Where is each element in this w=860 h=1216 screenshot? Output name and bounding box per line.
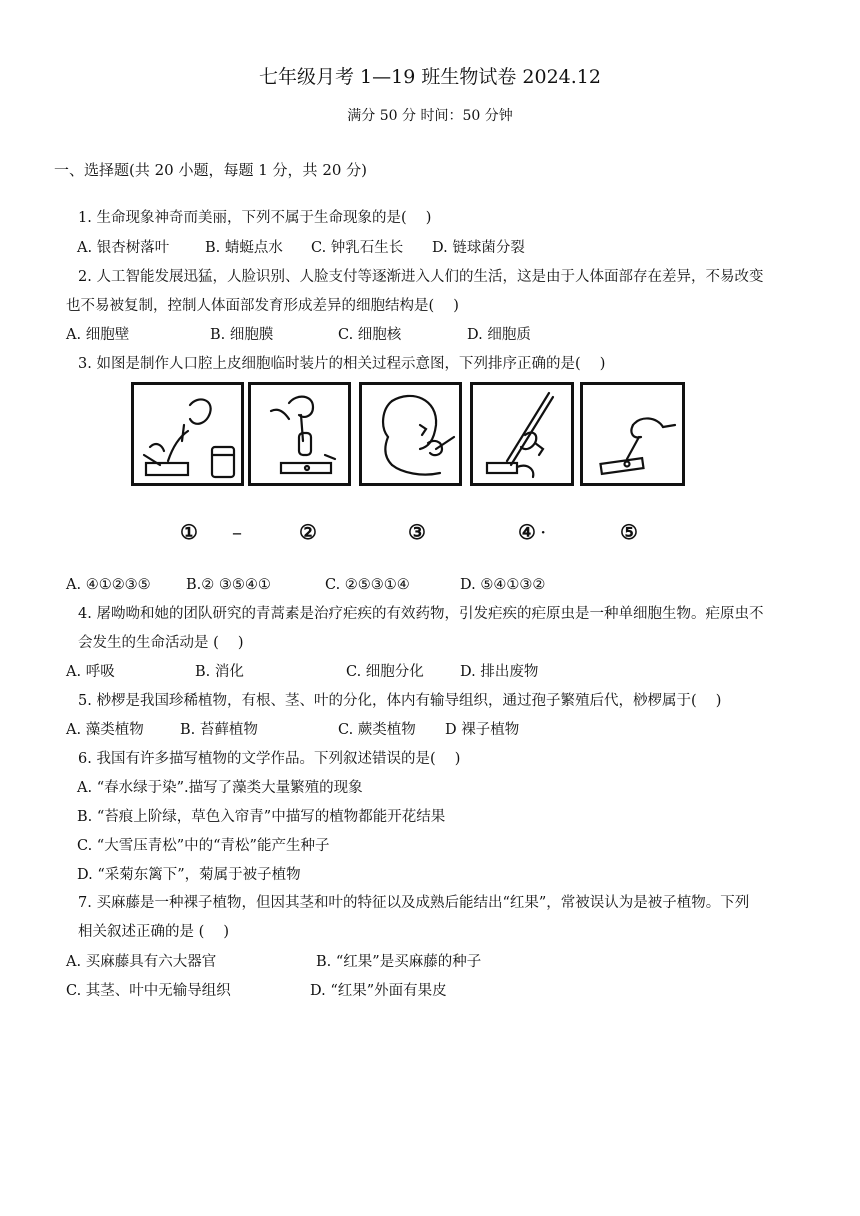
option-b: B. “苔痕上阶绿，草色入帘青”中描写的植物都能开花结果 <box>77 809 446 825</box>
figure-label-2: ② <box>299 520 317 544</box>
figure-label-5: ⑤ <box>620 520 638 544</box>
option-c: C. 蕨类植物 <box>338 722 416 738</box>
question-stem: 3. 如图是制作人口腔上皮细胞临时装片的相关过程示意图，下列排序正确的是( ) <box>78 356 606 372</box>
stain-slide-illustration <box>583 385 682 483</box>
mouth-swab-illustration <box>362 385 459 483</box>
option-d: D. 排出废物 <box>460 664 539 680</box>
figure-mark: – <box>232 520 242 544</box>
question-stem: 1. 生命现象神奇而美丽，下列不属于生命现象的是( ) <box>78 210 432 226</box>
option-b: B. 细胞膜 <box>210 327 274 343</box>
option-c: C. ②⑤③①④ <box>325 577 410 593</box>
option-b: B. “红果”是买麻藤的种子 <box>316 954 482 970</box>
section-heading: 一、选择题(共 20 小题，每题 1 分，共 20 分) <box>54 161 368 179</box>
option-d: D. ⑤④①③② <box>460 577 546 593</box>
question-stem-continued: 也不易被复制，控制人体面部发育形成差异的细胞结构是( ) <box>66 298 459 314</box>
figure-panel-4 <box>470 382 574 486</box>
figure-panel-5 <box>580 382 685 486</box>
option-a: A. ④①②③⑤ <box>66 577 151 593</box>
question-stem: 6. 我国有许多描写植物的文学作品。下列叙述错误的是( ) <box>78 751 461 767</box>
option-d: D. “采菊东篱下”，菊属于被子植物 <box>77 867 301 883</box>
option-a: A. 银杏树落叶 <box>77 240 170 256</box>
figure-panel-1 <box>131 382 244 486</box>
exam-subtitle: 满分 50 分 时间：50 分钟 <box>347 108 513 124</box>
figure-label-1: ① <box>180 520 198 544</box>
question-stem-continued: 会发生的生命活动是 ( ) <box>78 635 244 651</box>
question-stem: 5. 桫椤是我国珍稀植物，有根、茎、叶的分化，体内有输导组织，通过孢子繁殖后代，桫椤属于( ) <box>78 693 722 709</box>
option-b: B.② ③⑤④① <box>186 577 271 593</box>
figure-mark: · <box>540 520 547 544</box>
figure-label-3: ③ <box>408 520 426 544</box>
figure-label-4: ④ <box>518 520 536 544</box>
option-a: A. 细胞壁 <box>66 327 130 343</box>
option-c: C. “大雪压青松”中的“青松”能产生种子 <box>77 838 330 854</box>
option-c: C. 细胞核 <box>338 327 402 343</box>
option-a: A. “春水绿于染”.描写了藻类大量繁殖的现象 <box>77 780 363 796</box>
pipette-drop-illustration <box>134 385 241 483</box>
option-c: C. 细胞分化 <box>346 664 424 680</box>
option-d: D. 细胞质 <box>467 327 531 343</box>
option-a: A. 买麻藤具有六大器官 <box>66 954 217 970</box>
option-d: D. 链球菌分裂 <box>432 240 525 256</box>
option-a: A. 藻类植物 <box>66 722 144 738</box>
exam-title: 七年级月考 1—19 班生物试卷 2024.12 <box>259 66 601 88</box>
option-c: C. 钟乳石生长 <box>311 240 404 256</box>
figure-panel-2 <box>248 382 351 486</box>
option-b: B. 蜻蜓点水 <box>205 240 283 256</box>
option-d: D 裸子植物 <box>445 722 520 738</box>
question-stem: 4. 屠呦呦和她的团队研究的青蒿素是治疗疟疾的有效药物，引发疟疾的疟原虫是一种单细胞生物。疟原虫不 <box>78 606 764 622</box>
question-stem-continued: 相关叙述正确的是 ( ) <box>78 924 230 940</box>
option-c: C. 其茎、叶中无输导组织 <box>66 983 231 999</box>
option-d: D. “红果”外面有果皮 <box>310 983 447 999</box>
cover-slip-illustration <box>473 385 571 483</box>
option-a: A. 呼吸 <box>66 664 115 680</box>
question-stem: 2. 人工智能发展迅猛，人脸识别、人脸支付等逐渐进入人们的生活，这是由于人体面部存在差异，不易改变 <box>78 269 764 285</box>
option-b: B. 消化 <box>195 664 244 680</box>
question-stem: 7. 买麻藤是一种裸子植物，但因其茎和叶的特征以及成熟后能结出“红果”，常被误认为是被子植物。下列 <box>78 895 750 911</box>
figure-panel-3 <box>359 382 462 486</box>
dropper-slide-illustration <box>251 385 348 483</box>
option-b: B. 苔藓植物 <box>180 722 258 738</box>
